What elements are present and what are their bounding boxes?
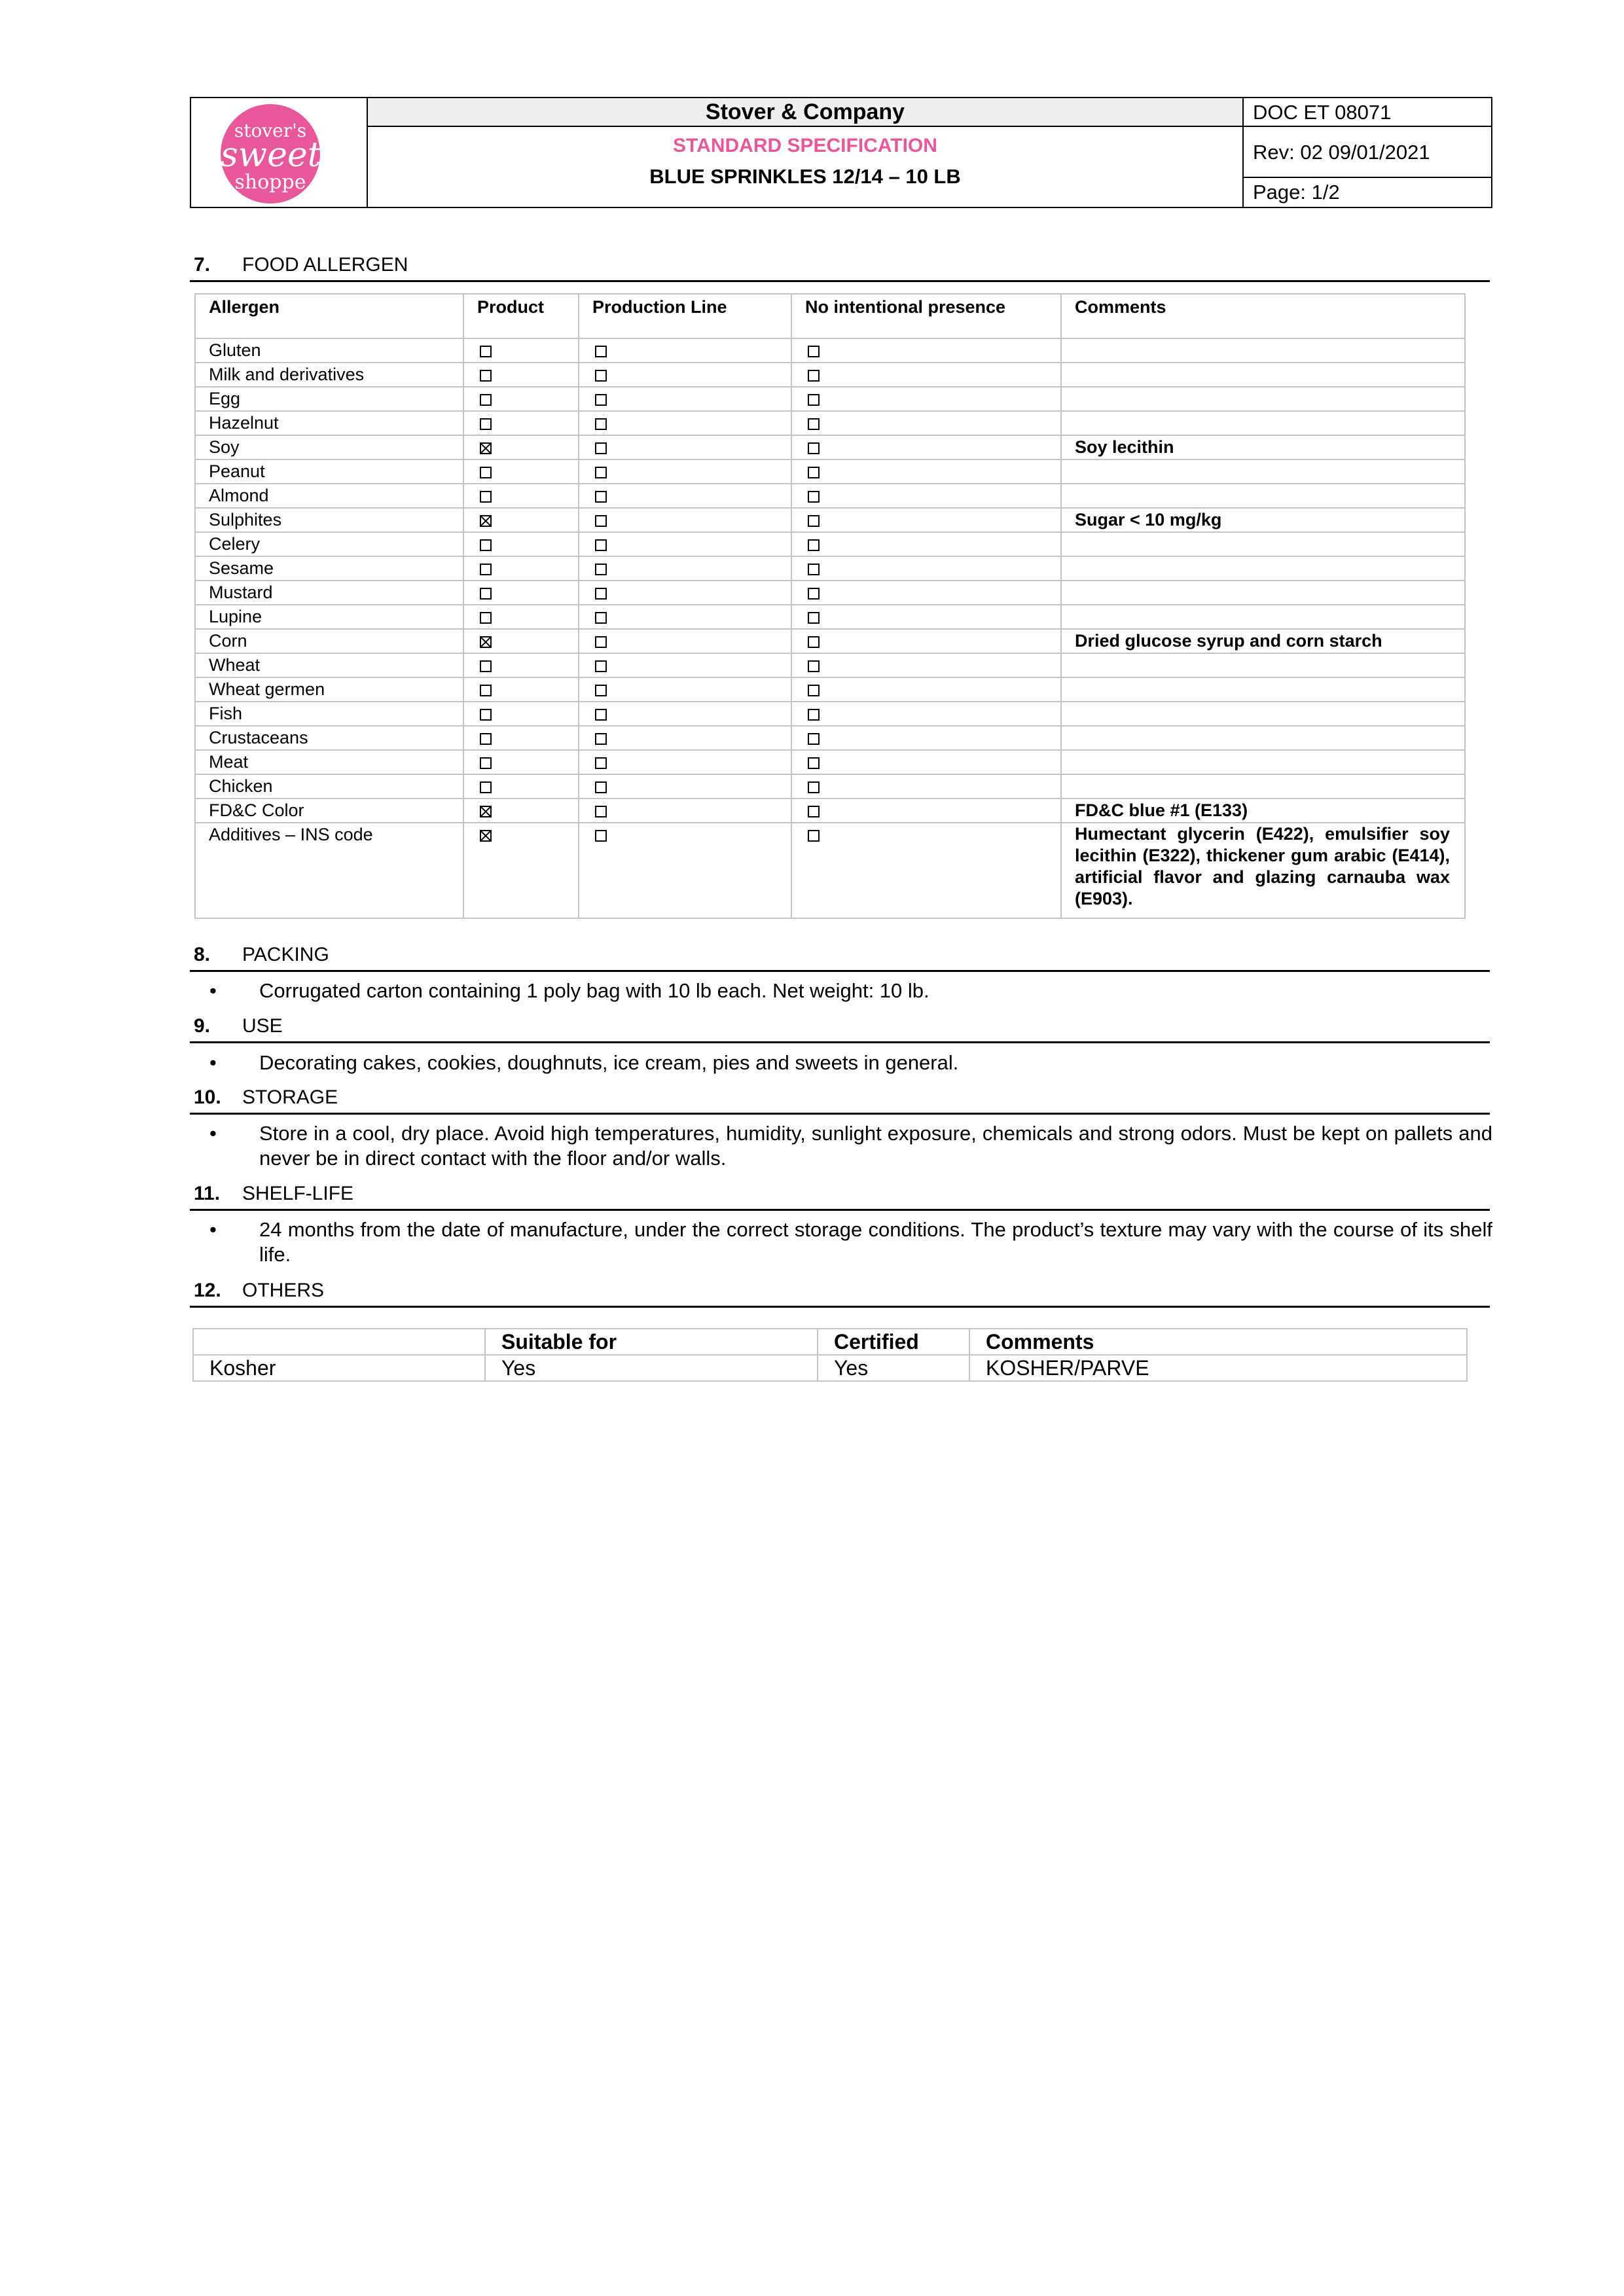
allergen-rows <box>195 338 1465 918</box>
allergen-comment: Dried glucose syrup and corn starch <box>1061 629 1465 653</box>
no-intentional-presence-cell <box>791 532 1061 556</box>
no-intentional-presence-cell <box>791 435 1061 459</box>
allergen-comment <box>1061 702 1465 726</box>
packing-bullet <box>209 978 1492 1003</box>
product-checkbox <box>480 781 492 793</box>
no-intentional-presence-cell <box>791 508 1061 532</box>
no-intentional-presence-checkbox <box>808 370 820 382</box>
production-line-cell <box>579 605 791 629</box>
table-row <box>195 823 1465 918</box>
production-line-checkbox <box>595 733 607 745</box>
bullet-point: • <box>209 979 217 1002</box>
production-line-checkbox <box>595 564 607 575</box>
production-line-checkbox <box>595 781 607 793</box>
no-intentional-presence-cell <box>791 774 1061 798</box>
allergen-name: Soy <box>195 435 463 459</box>
production-line-checkbox <box>595 806 607 817</box>
allergen-comment <box>1061 774 1465 798</box>
allergen-name: Hazelnut <box>195 411 463 435</box>
allergen-comment <box>1061 484 1465 508</box>
production-line-cell <box>579 702 791 726</box>
no-intentional-presence-cell <box>791 581 1061 605</box>
shelf-life-text: 24 months from the date of manufacture, under the correct storage conditions. The product’s texture may vary with the course of its shelf life. <box>259 1218 1492 1266</box>
shelf-life-bullet <box>209 1217 1492 1267</box>
product-checkbox <box>480 612 492 624</box>
allergen-name: Mustard <box>195 581 463 605</box>
no-intentional-presence-cell <box>791 338 1061 363</box>
production-line-checkbox <box>595 830 607 842</box>
no-intentional-presence-cell <box>791 363 1061 387</box>
allergen-comment <box>1061 363 1465 387</box>
allergen-comment <box>1061 750 1465 774</box>
product-checkbox <box>480 636 492 648</box>
allergen-comment: Soy lecithin <box>1061 435 1465 459</box>
allergen-name: Wheat <box>195 653 463 677</box>
product-cell <box>463 774 579 798</box>
no-intentional-presence-checkbox <box>808 806 820 817</box>
allergen-name: Milk and derivatives <box>195 363 463 387</box>
production-line-cell <box>579 774 791 798</box>
table-row <box>195 508 1465 532</box>
product-checkbox <box>480 418 492 430</box>
production-line-cell <box>579 532 791 556</box>
allergen-name: Sulphites <box>195 508 463 532</box>
no-intentional-presence-checkbox <box>808 757 820 769</box>
meta-cell <box>1242 98 1491 207</box>
certified-value: Yes <box>818 1355 969 1381</box>
no-intentional-presence-checkbox <box>808 660 820 672</box>
production-line-checkbox <box>595 588 607 600</box>
production-line-checkbox <box>595 346 607 357</box>
product-cell <box>463 629 579 653</box>
header-production-line: Production Line <box>579 294 791 338</box>
product-cell <box>463 411 579 435</box>
production-line-cell <box>579 484 791 508</box>
no-intentional-presence-cell <box>791 750 1061 774</box>
product-checkbox <box>480 370 492 382</box>
no-intentional-presence-checkbox <box>808 685 820 696</box>
production-line-checkbox <box>595 685 607 696</box>
table-row <box>195 532 1465 556</box>
production-line-cell <box>579 459 791 484</box>
product-cell <box>463 387 579 411</box>
production-line-cell <box>579 677 791 702</box>
production-line-checkbox <box>595 636 607 648</box>
allergen-table-header <box>195 294 1465 338</box>
no-intentional-presence-checkbox <box>808 515 820 527</box>
header-allergen: Allergen <box>195 294 463 338</box>
table-row <box>195 338 1465 363</box>
allergen-name: Lupine <box>195 605 463 629</box>
product-cell <box>463 653 579 677</box>
no-intentional-presence-checkbox <box>808 418 820 430</box>
others-table <box>192 1328 1468 1382</box>
table-row <box>195 605 1465 629</box>
allergen-name: Celery <box>195 532 463 556</box>
allergen-name: Wheat germen <box>195 677 463 702</box>
storage-bullet <box>209 1121 1492 1171</box>
production-line-cell <box>579 338 791 363</box>
bullet-point: • <box>209 1051 217 1074</box>
stovers-sweet-shoppe-logo: stover's sweet shoppe <box>221 104 320 204</box>
production-line-cell <box>579 556 791 581</box>
allergen-name: Fish <box>195 702 463 726</box>
production-line-cell <box>579 798 791 823</box>
no-intentional-presence-checkbox <box>808 709 820 721</box>
product-checkbox <box>480 709 492 721</box>
table-row <box>195 363 1465 387</box>
allergen-comment: Sugar < 10 mg/kg <box>1061 508 1465 532</box>
allergen-comment <box>1061 677 1465 702</box>
production-line-cell <box>579 411 791 435</box>
doc-reference: DOC ET 08071 <box>1244 98 1491 127</box>
allergen-name: Crustaceans <box>195 726 463 750</box>
section-heading-shelf-life: 11. SHELF-LIFE <box>190 1183 1490 1211</box>
no-intentional-presence-cell <box>791 556 1061 581</box>
allergen-name: FD&C Color <box>195 798 463 823</box>
production-line-cell <box>579 823 791 918</box>
table-row <box>195 387 1465 411</box>
storage-text: Store in a cool, dry place. Avoid high temperatures, humidity, sunlight exposure, chemicals and strong odors. Must be kept on pallets and never be in direct contact with the floor and/or walls. <box>259 1122 1492 1170</box>
table-row <box>195 750 1465 774</box>
product-cell <box>463 508 579 532</box>
no-intentional-presence-checkbox <box>808 394 820 406</box>
production-line-checkbox <box>595 467 607 478</box>
product-checkbox <box>480 564 492 575</box>
production-line-checkbox <box>595 418 607 430</box>
no-intentional-presence-checkbox <box>808 467 820 478</box>
production-line-cell <box>579 387 791 411</box>
no-intentional-presence-cell <box>791 629 1061 653</box>
no-intentional-presence-checkbox <box>808 733 820 745</box>
no-intentional-presence-cell <box>791 459 1061 484</box>
production-line-checkbox <box>595 515 607 527</box>
production-line-checkbox <box>595 370 607 382</box>
allergen-comment: FD&C blue #1 (E133) <box>1061 798 1465 823</box>
no-intentional-presence-cell <box>791 823 1061 918</box>
production-line-checkbox <box>595 442 607 454</box>
title-cell <box>368 98 1242 207</box>
product-checkbox <box>480 733 492 745</box>
production-line-checkbox <box>595 539 607 551</box>
no-intentional-presence-cell <box>791 411 1061 435</box>
section-heading-food-allergen: 7. FOOD ALLERGEN <box>190 254 1490 282</box>
table-row <box>195 774 1465 798</box>
production-line-cell <box>579 726 791 750</box>
production-line-cell <box>579 581 791 605</box>
spec-label: STANDARD SPECIFICATION <box>673 135 937 156</box>
no-intentional-presence-checkbox <box>808 442 820 454</box>
no-intentional-presence-cell <box>791 484 1061 508</box>
product-cell <box>463 338 579 363</box>
no-intentional-presence-checkbox <box>808 539 820 551</box>
section-heading-storage: 10. STORAGE <box>190 1086 1490 1115</box>
header-no-intentional-presence: No intentional presence <box>791 294 1061 338</box>
product-cell <box>463 581 579 605</box>
production-line-cell <box>579 435 791 459</box>
use-text: Decorating cakes, cookies, doughnuts, ice cream, pies and sweets in general. <box>259 1051 959 1074</box>
no-intentional-presence-checkbox <box>808 346 820 357</box>
product-checkbox <box>480 394 492 406</box>
product-checkbox <box>480 346 492 357</box>
others-table-header <box>193 1329 1467 1355</box>
allergen-table <box>194 293 1466 919</box>
product-checkbox <box>480 757 492 769</box>
product-cell <box>463 677 579 702</box>
product-cell <box>463 726 579 750</box>
allergen-comment <box>1061 387 1465 411</box>
no-intentional-presence-checkbox <box>808 830 820 842</box>
production-line-checkbox <box>595 757 607 769</box>
no-intentional-presence-checkbox <box>808 588 820 600</box>
company-name: Stover & Company <box>368 98 1242 127</box>
no-intentional-presence-checkbox <box>808 491 820 503</box>
table-row <box>195 702 1465 726</box>
table-row <box>195 484 1465 508</box>
no-intentional-presence-cell <box>791 726 1061 750</box>
document-header <box>190 97 1492 208</box>
allergen-comment <box>1061 411 1465 435</box>
product-checkbox <box>480 442 492 454</box>
product-checkbox <box>480 660 492 672</box>
no-intentional-presence-cell <box>791 677 1061 702</box>
product-cell <box>463 605 579 629</box>
allergen-comment <box>1061 532 1465 556</box>
no-intentional-presence-cell <box>791 653 1061 677</box>
allergen-name: Peanut <box>195 459 463 484</box>
table-row <box>195 629 1465 653</box>
others-header-blank <box>193 1329 485 1355</box>
table-row <box>195 677 1465 702</box>
product-checkbox <box>480 539 492 551</box>
product-checkbox <box>480 806 492 817</box>
allergen-comment <box>1061 556 1465 581</box>
no-intentional-presence-cell <box>791 798 1061 823</box>
allergen-comment <box>1061 605 1465 629</box>
suitable-for-value: Yes <box>485 1355 818 1381</box>
table-row <box>195 653 1465 677</box>
table-row <box>195 581 1465 605</box>
product-checkbox <box>480 830 492 842</box>
allergen-name: Meat <box>195 750 463 774</box>
product-cell <box>463 798 579 823</box>
section-heading-use: 9. USE <box>190 1015 1490 1043</box>
use-bullet <box>209 1050 1492 1075</box>
product-cell <box>463 702 579 726</box>
others-header-comments: Comments <box>969 1329 1467 1355</box>
no-intentional-presence-cell <box>791 605 1061 629</box>
allergen-name: Almond <box>195 484 463 508</box>
product-cell <box>463 484 579 508</box>
others-header-suitable-for: Suitable for <box>485 1329 818 1355</box>
allergen-name: Chicken <box>195 774 463 798</box>
product-checkbox <box>480 467 492 478</box>
header-comments: Comments <box>1061 294 1465 338</box>
production-line-cell <box>579 629 791 653</box>
product-checkbox <box>480 685 492 696</box>
product-checkbox <box>480 588 492 600</box>
allergen-comment <box>1061 581 1465 605</box>
section-heading-others: 12. OTHERS <box>190 1280 1490 1308</box>
table-row <box>195 726 1465 750</box>
allergen-name: Gluten <box>195 338 463 363</box>
allergen-comment <box>1061 726 1465 750</box>
allergen-comment <box>1061 459 1465 484</box>
production-line-checkbox <box>595 491 607 503</box>
production-line-checkbox <box>595 612 607 624</box>
product-cell <box>463 363 579 387</box>
no-intentional-presence-checkbox <box>808 781 820 793</box>
allergen-name: Corn <box>195 629 463 653</box>
no-intentional-presence-checkbox <box>808 564 820 575</box>
header-product: Product <box>463 294 579 338</box>
certification-name: Kosher <box>193 1355 485 1381</box>
allergen-comment: Humectant glycerin (E422), emulsifier soy lecithin (E322), thickener gum arabic (E414), artificial flavor and glazing carnauba wax (E903). <box>1061 823 1465 918</box>
product-cell <box>463 750 579 774</box>
revision: Rev: 02 09/01/2021 <box>1244 127 1491 178</box>
table-row <box>195 411 1465 435</box>
product-cell <box>463 823 579 918</box>
table-row <box>195 556 1465 581</box>
certification-comment: KOSHER/PARVE <box>969 1355 1467 1381</box>
production-line-checkbox <box>595 709 607 721</box>
product-cell <box>463 556 579 581</box>
production-line-cell <box>579 653 791 677</box>
allergen-name: Additives – INS code <box>195 823 463 918</box>
product-cell <box>463 459 579 484</box>
bullet-point: • <box>209 1122 217 1145</box>
product-checkbox <box>480 491 492 503</box>
allergen-name: Sesame <box>195 556 463 581</box>
bullet-point: • <box>209 1218 217 1241</box>
production-line-checkbox <box>595 394 607 406</box>
logo-cell <box>191 98 368 207</box>
table-row <box>195 798 1465 823</box>
product-cell <box>463 532 579 556</box>
no-intentional-presence-checkbox <box>808 636 820 648</box>
others-header-certified: Certified <box>818 1329 969 1355</box>
product-checkbox <box>480 515 492 527</box>
allergen-name: Egg <box>195 387 463 411</box>
production-line-checkbox <box>595 660 607 672</box>
table-row <box>195 435 1465 459</box>
no-intentional-presence-checkbox <box>808 612 820 624</box>
production-line-cell <box>579 508 791 532</box>
no-intentional-presence-cell <box>791 702 1061 726</box>
packing-text: Corrugated carton containing 1 poly bag with 10 lb each. Net weight: 10 lb. <box>259 979 929 1002</box>
product-cell <box>463 435 579 459</box>
product-name: BLUE SPRINKLES 12/14 – 10 LB <box>649 165 961 188</box>
production-line-cell <box>579 750 791 774</box>
allergen-comment <box>1061 338 1465 363</box>
page-number: Page: 1/2 <box>1253 181 1340 204</box>
others-row-kosher <box>193 1355 1467 1381</box>
no-intentional-presence-cell <box>791 387 1061 411</box>
table-row <box>195 459 1465 484</box>
allergen-comment <box>1061 653 1465 677</box>
section-heading-packing: 8. PACKING <box>190 944 1490 972</box>
production-line-cell <box>579 363 791 387</box>
